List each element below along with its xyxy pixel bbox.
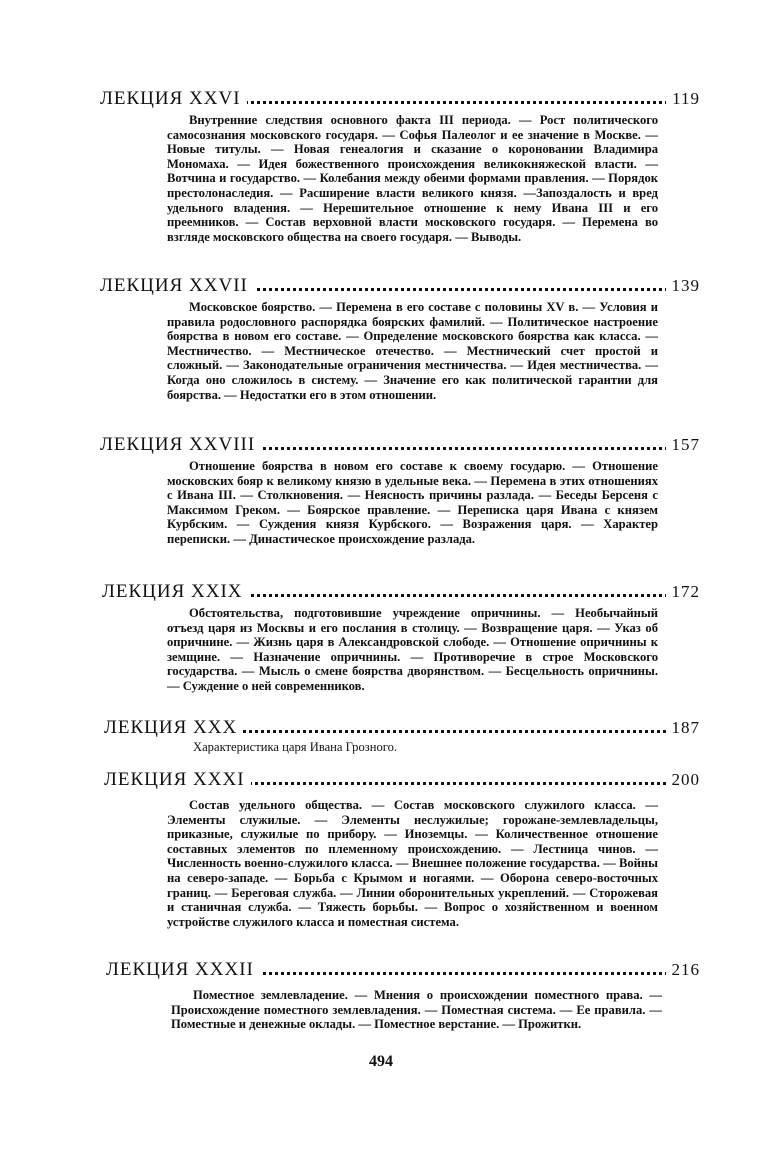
lecture-page-number: 187 <box>666 716 701 740</box>
lecture-summary: Обстоятельства, подготовившие учреждение опричнины. — Необычайный отъезд царя из Москвы и его послания в столицу. — Возвращение царя. — Указ об опричнине. — Жизнь царя в Александровской слободе. — Отношение опричнины к земщине. — Назначение опричнины. — Противоречие в строе Московского государства. — Мысль о смене боярства дворянством. — Бесцельность опричнины. — Суждение о ней современников. <box>167 606 658 693</box>
lecture-heading <box>0 433 762 457</box>
lecture-entry <box>0 716 762 754</box>
lecture-heading <box>0 274 762 298</box>
lecture-entry <box>0 274 762 402</box>
lecture-summary: Отношение боярства в новом его составе к своему государю. — Отношение московских бояр к великому князю в удельные века. — Перемена в этих отношениях с Ивана III. — Столкновения. — Неясность причины разлада. — Беседы Берсеня с Максимом Греком. — Боярское правление. — Переписка царя Ивана с князем Курбским. — Суждения князя Курбского. — Возражения царя. — Характер переписки. — Династическое происхождение разлада. <box>167 459 658 546</box>
lecture-heading <box>0 958 762 982</box>
lecture-summary: Характеристика царя Ивана Грозного. <box>193 740 398 754</box>
lecture-summary: Московское боярство. — Перемена в его составе с половины XV в. — Условия и правила родословного распорядка боярских фамилий. — Политическое настроение боярства в новом его составе. — Определение московского боярства как класса. — Местничество. — Местническое отечество. — Местнический счет простой и сложный. — Законодательные ограничения местничества. — Идея местничества. — Когда оно сложилось в систему. — Значение его как политической гарантии для боярства. — Недостатки его в этом отношении. <box>167 300 658 402</box>
lecture-title: ЛЕКЦИЯ XXX <box>104 716 243 740</box>
lecture-heading <box>0 580 762 604</box>
lecture-heading <box>0 716 762 740</box>
lecture-title: ЛЕКЦИЯ XXVIII <box>100 433 261 457</box>
lecture-summary: Внутренние следствия основного факта III периода. — Рост политического самосознания московского государя. — Софья Палеолог и ее значение в Москве. — Новые титулы. — Новая генеалогия и сказание о короновании Владимира Мономаха. — Идея божественного происхождения великокняжеской власти. — Вотчина и государство. — Колебания между обеими формами правления. — Порядок престолонаследия. — Расширение власти великого князя. —Запоздалость и вред удельного владения. — Нерешительное отношение к нему Ивана III и его преемников. — Состав верховной власти московского государя. — Перемена во взгляде московского общества на своего государя. — Выводы. <box>167 113 658 244</box>
lecture-heading <box>0 768 762 792</box>
lecture-entry <box>0 768 762 929</box>
lecture-entry <box>0 580 762 693</box>
lecture-page-number: 172 <box>666 580 701 604</box>
lecture-entry <box>0 87 762 244</box>
lecture-entry <box>0 433 762 546</box>
lecture-page-number: 139 <box>666 274 701 298</box>
lecture-entry <box>0 958 762 1032</box>
lecture-title: ЛЕКЦИЯ XXIX <box>102 580 249 604</box>
lecture-page-number: 157 <box>666 433 701 457</box>
lecture-page-number: 216 <box>666 958 701 982</box>
lecture-title: ЛЕКЦИЯ XXVI <box>100 87 247 111</box>
page-number: 494 <box>369 1053 393 1070</box>
lecture-heading <box>0 87 762 111</box>
lecture-page-number: 119 <box>666 87 700 111</box>
lecture-title: ЛЕКЦИЯ XXVII <box>100 274 254 298</box>
lecture-title: ЛЕКЦИЯ XXXI <box>104 768 251 792</box>
lecture-summary: Состав удельного общества. — Состав московского служилого класса. — Элементы служилые. — Элементы неслужилые; горожане-землевладельцы, приказные, служилые по прибору. — Иноземцы. — Количественное отношение составных элементов по племенному происхождению. — Лестница чинов. — Численность военно-служилого класса. — Внешнее положение государства. — Войны на северо-западе. — Борьба с Крымом и ногаями. — Оборона северо-восточных границ. — Береговая служба. — Линии оборонительных укреплений. — Сторожевая и станичная служба. — Тяжесть борьбы. — Вопрос о хозяйственном и военном устройстве служилого класса и поместная система. <box>167 798 658 929</box>
lecture-page-number: 200 <box>666 768 701 792</box>
lecture-title: ЛЕКЦИЯ XXXII <box>106 958 260 982</box>
lecture-summary: Поместное землевладение. — Мнения о происхождении поместного права. — Происхождение поместного землевладения. — Поместная система. — Ее правила. — Поместные и денежные оклады. — Поместное верстание. — Прожиткн. <box>171 988 662 1032</box>
